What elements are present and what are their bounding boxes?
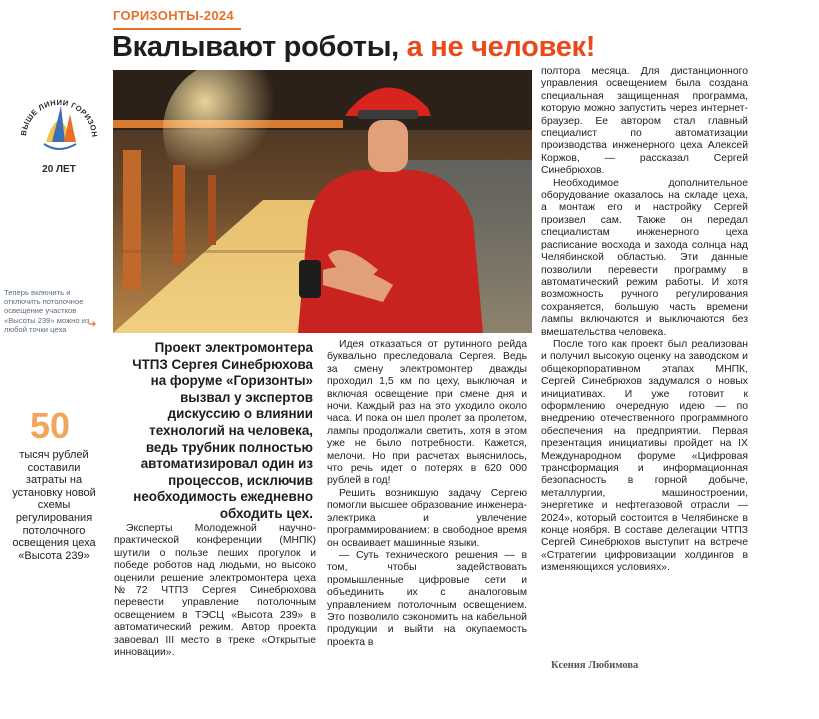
- text-column-3: [541, 66, 748, 575]
- article-headline: [112, 31, 595, 64]
- paragraph: Решить возникшую задачу Сергею помогли высшее образование инженера-электрика и увлечение программированием: в свободное время он осваивает машинные языки.: [327, 487, 527, 549]
- text-column-2: [327, 339, 527, 649]
- badge-ring-text: ВЫШЕ ЛИНИИ ГОРИЗОН: [19, 97, 100, 138]
- headline-accent: а не человек!: [398, 31, 596, 63]
- arrow-right-icon: ➔: [88, 319, 97, 330]
- article-photo: [113, 70, 532, 333]
- text-column-1: [114, 523, 316, 659]
- badge-years: 20 ЛЕТ: [42, 164, 76, 175]
- article-lead: Проект электромонтера ЧТПЗ Сергея Синебрюхова на форуме «Горизонты» вызвал у экспертов дискуссию о влиянии технологий на человека, ведь трубник полностью автоматизировал один из процессов, исключив необходимость ежедневно обходить цех.: [132, 340, 313, 521]
- article-author: Ксения Любимова: [551, 660, 639, 671]
- paragraph: Эксперты Молодежной научно-практической конференции (МНПК) шутили о пользе пеших прогулок и победе роботов над людьми, но высоко оценили решение электромонтера цеха №72 ЧТПЗ Сергея Синебрюхова перевести управление потолочным освещением в ТЭСЦ «Высота 239» в автоматический режим. Автор проекта завоевал III место в треке «Открытые инновации».: [114, 523, 316, 659]
- section-rubric: ГОРИЗОНТЫ-2024: [113, 8, 234, 23]
- paragraph: После того как проект был реализован и получил высокую оценку на заводском и общекорпоративном этапах МНПК, Сергей Синебрюхов задумался о новых инициативах. И уже готовит к оформлению очередную идею — по внедрению отечественного программного обеспечения на предприятии. Первая презентация инициативы пройдет на IX Международном форуме «Цифровая трансформация и информационная безопасность в горной добыче, металлургии, машиностроении, энергетике и нефтегазовой отрасли — 2024», который состоится в Челябинске в конце ноября. В составе делегации ЧТПЗ Сергей Синебрюхов выступит на встрече «Стратегии цифровизации холдингов в изменяющихся условиях».: [541, 338, 748, 574]
- rubric-underline: [113, 28, 241, 30]
- fact-number: 50: [30, 405, 71, 446]
- paragraph: — Суть технического решения — в том, чтобы задействовать промышленные цифровые сети и объединить их с аналоговым управлением потолочным освещением. Это позволило сэкономить на кабельной продукции и выйти на окупаемость проекта в: [327, 549, 527, 648]
- side-caption: Теперь включить и отключить потолочное освещение участков «Высоты 239» можно из любой точки цеха: [4, 288, 90, 334]
- fact-text: тысяч рублей составили затраты на установку новой схемы регулирования потолочного освещения цеха «Высота 239»: [12, 449, 96, 562]
- paragraph: Идея отказаться от рутинного рейда буквально преследовала Сергея. Ведь за смену электромонтер дважды проходил 1,5 км по цеху, выключая и включая освещение при смене дня и ночи. Каждый раз на это уходило около часа. И пока он шел пролет за пролетом, лампы продолжали светить, хотя в этом уже не было потребности. Кажется, мелочи. Но при расчетах выяснилось, что речь идет о потерях в 620 000 рублей в год!: [327, 339, 527, 487]
- anniversary-logo: [18, 80, 100, 180]
- paragraph: Необходимое дополнительное оборудование оказалось на складе цеха, а монтаж его и настройку Сергей произвел сам. Также он передал специалистам инженерного цеха расписание восхода и захода солнца над Челябинской областью. Эти данные позволили перевести программу в автоматический режим работы. И хотя возможность ручного регулирования сохраняется, большую часть времени лампы включаются и выключаются без вмешательства человека.: [541, 177, 748, 338]
- headline-main: Вкалывают роботы,: [112, 31, 399, 63]
- paragraph: полтора месяца. Для дистанционного управления освещением была создана специальная защищенная программа, которую можно запустить через интернет-браузер. Ее автором стал главный специалист по автоматизации производства инженерного цеха Алексей Коржов, — рассказал Сергей Синебрюхов.: [541, 66, 748, 177]
